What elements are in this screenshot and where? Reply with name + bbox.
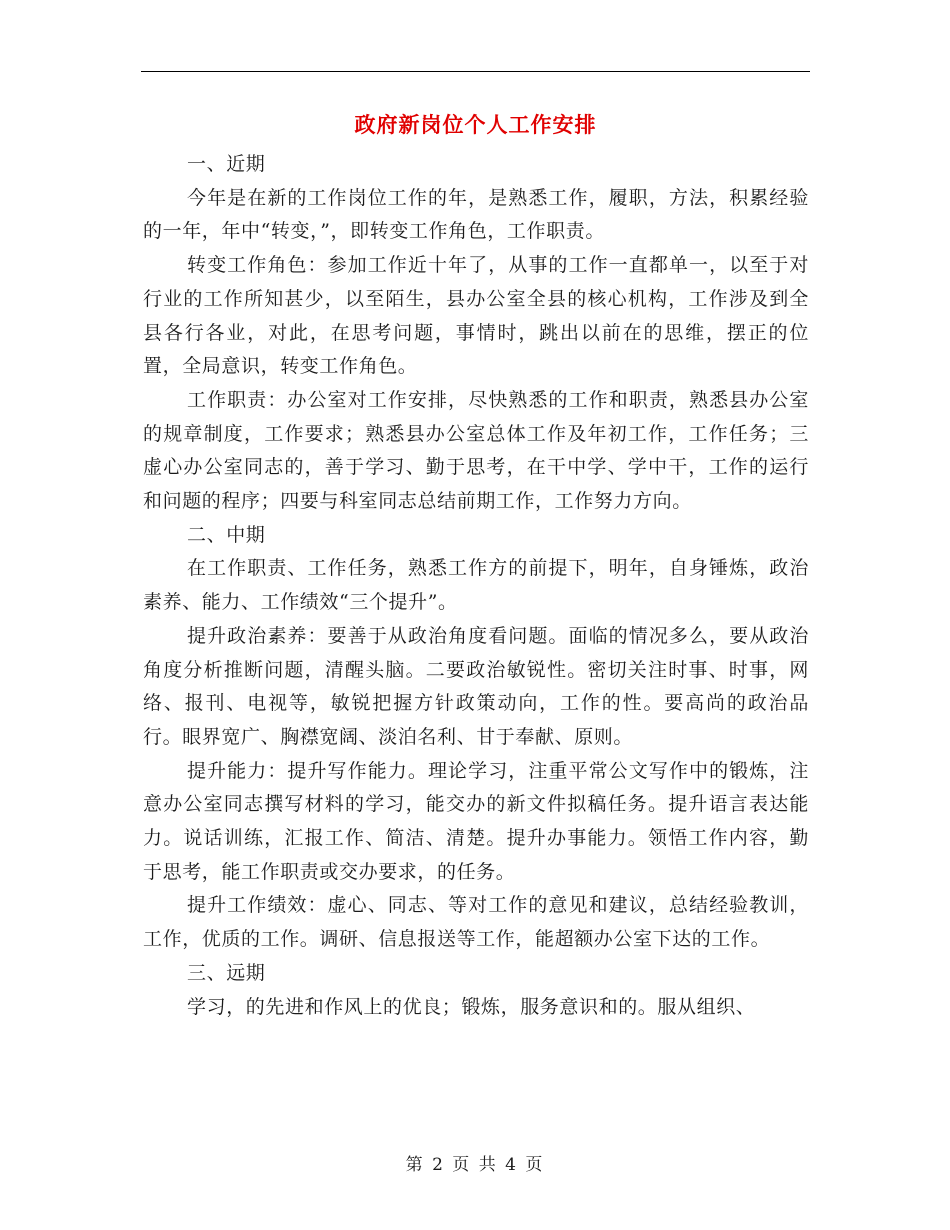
paragraph: 今年是在新的工作岗位工作的年，是熟悉工作，履职，方法，积累经验的一年，年中“转变，”，即转变工作角色，工作职责。 xyxy=(143,186,809,243)
section-heading-mid-term: 二、中期 xyxy=(187,523,266,546)
paragraph: 提升工作绩效：虚心、同志、等对工作的意见和建议，总结经验教训，工作，优质的工作。调研、信息报送等工作，能超额办公室下达的工作。 xyxy=(143,894,809,951)
section-heading-long-term: 三、远期 xyxy=(187,961,266,984)
paragraph: 转变工作角色：参加工作近十年了，从事的工作一直都单一，以至于对行业的工作所知甚少，以至陌生，县办公室全县的核心机构，工作涉及到全县各行各业，对此，在思考问题，事情时，跳出以前在的思维，摆正的位置，全局意识，转变工作角色。 xyxy=(143,254,809,378)
section-heading-near-term: 一、近期 xyxy=(187,153,266,175)
paragraph: 工作职责：办公室对工作安排，尽快熟悉的工作和职责，熟悉县办公室的规章制度，工作要求；熟悉县办公室总体工作及年初工作，工作任务；三虚心办公室同志的，善于学习、勤于思考，在干中学、学中干，工作的运行和问题的程序；四要与科室同志总结前期工作，工作努力方向。 xyxy=(143,388,809,513)
header-rule xyxy=(141,71,810,72)
paragraph: 学习，的先进和作风上的优良；锻炼，服务意识和的。服从组织、 xyxy=(187,995,756,1018)
paragraph: 提升政治素养：要善于从政治角度看问题。面临的情况多么，要从政治角度分析推断问题，清醒头脑。二要政治敏锐性。密切关注时事、时事，网络、报刊、电视等，敏锐把握方针政策动向，工作的性。要高尚的政治品行。眼界宽广、胸襟宽阔、淡泊名利、甘于奉献、原则。 xyxy=(143,624,809,748)
document-title: 政府新岗位个人工作安排 xyxy=(354,113,597,137)
document-body xyxy=(143,148,809,1024)
paragraph: 在工作职责、工作任务，熟悉工作方的前提下，明年，自身锤炼，政治素养、能力、工作绩效“三个提升”。 xyxy=(143,557,809,614)
page-number-footer: 第 2 页 共 4 页 xyxy=(405,1155,545,1175)
paragraph: 提升能力：提升写作能力。理论学习，注重平常公文写作中的锻炼，注意办公室同志撰写材料的学习，能交办的新文件拟稿任务。提升语言表达能力。说话训练，汇报工作、简洁、清楚。提升办事能力。领悟工作内容，勤于思考，能工作职责或交办要求，的任务。 xyxy=(143,759,809,883)
